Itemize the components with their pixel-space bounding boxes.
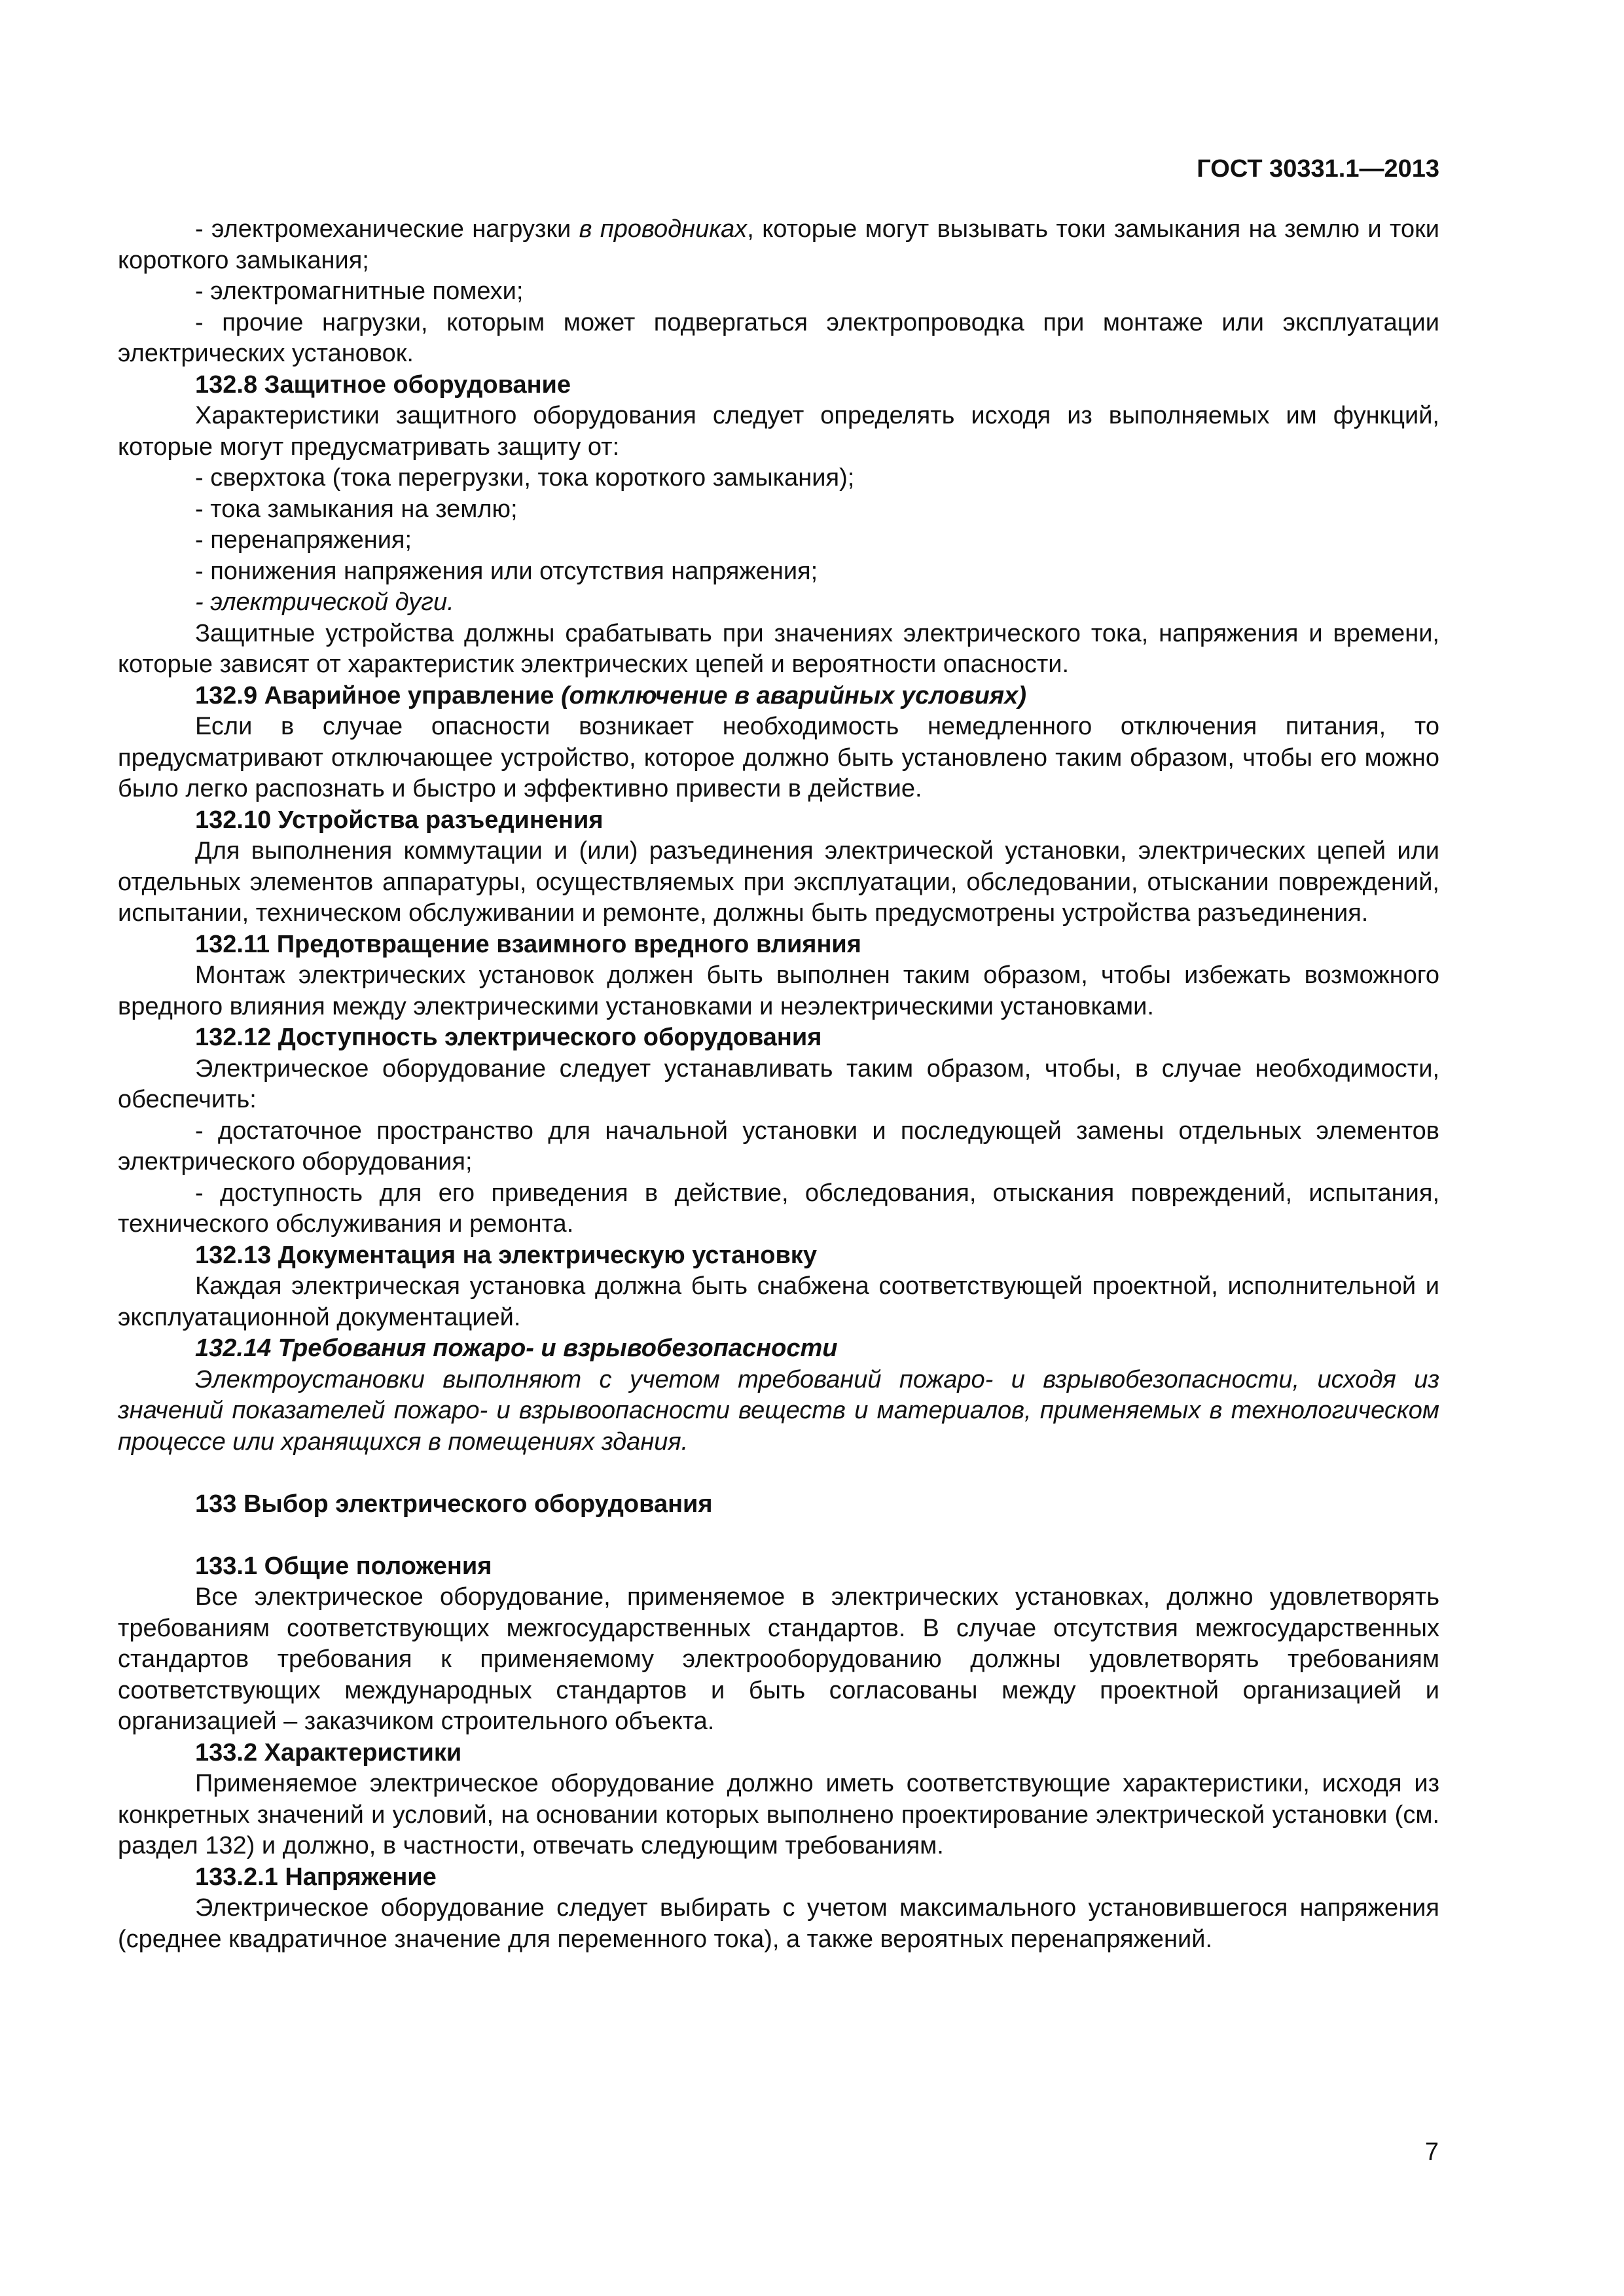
paragraph-132-8-end: Защитные устройства должны срабатывать при значениях электрического тока, напряжения и времени, которые зависят от характеристик электрических цепей и вероятности опасности. [118,619,1439,678]
section-heading-132-8: 132.8 Защитное оборудование [195,370,571,399]
paragraph-132-11: Монтаж электрических установок должен быть выполнен таким образом, чтобы избежать возможного вредного влияния между электрическими установками и неэлектрическими установками. [118,961,1439,1020]
section-heading-132-9: 132.9 Аварийное управление (отключение в аварийных условиях) [195,681,1026,709]
paragraph-132-9: Если в случае опасности возникает необходимость немедленного отключения питания, то предусматривают отключающее устройство, которое должно быть установлено таким образом, чтобы его можно было легко распознать и быстро и эффективно привести в действие. [118,713,1439,802]
spacer [118,1458,1439,1489]
document-body [118,214,1439,1955]
paragraph-electromagnetic-interference: - электромагнитные помехи; [195,278,524,305]
section-heading-133-1: 133.1 Общие положения [195,1552,492,1580]
list-item-electric-arc: - электрической дуги. [195,588,454,616]
section-heading-132-12: 132.12 Доступность электрического оборудования [195,1024,822,1051]
list-item-overvoltage: - перенапряжения; [195,526,412,554]
section-heading-133-2: 133.2 Характеристики [195,1738,462,1767]
section-heading-132-11: 132.11 Предотвращение взаимного вредного влияния [195,930,861,958]
paragraph-132-8-intro: Характеристики защитного оборудования следует определять исходя из выполняемых им функций, которые могут предусматривать защиту от: [118,402,1439,461]
list-item-overcurrent: - сверхтока (тока перегрузки, тока короткого замыкания); [195,464,855,492]
list-item-space: - достаточное пространство для начальной установки и последующей замены отдельных элементов электрического оборудования; [118,1117,1439,1175]
section-heading-133: 133 Выбор электрического оборудования [195,1490,713,1518]
section-heading-133-2-1: 133.2.1 Напряжение [195,1863,437,1891]
page-number: 7 [1424,2138,1439,2166]
paragraph-electromechanical-loads: - электромеханические нагрузки в проводниках, которые могут вызывать токи замыкания на землю и токи короткого замыкания; [118,215,1439,274]
paragraph-other-loads: - прочие нагрузки, которым может подвергаться электропроводка при монтаже или эксплуатации электрических установок. [118,308,1439,367]
paragraph-132-13: Каждая электрическая установка должна быть снабжена соответствующей проектной, исполнительной и эксплуатационной документацией. [118,1272,1439,1331]
paragraph-132-10: Для выполнения коммутации и (или) разъединения электрической установки, электрических цепей или отдельных элементов аппаратуры, осуществляемых при эксплуатации, обследовании, отыскании повреждений, испытании, техническом обслуживании и ремонте, должны быть предусмотрены устройства разъединения. [118,837,1439,927]
list-item-earth-fault: - тока замыкания на землю; [195,495,518,523]
section-heading-132-14: 132.14 Требования пожаро- и взрывобезопасности [195,1335,838,1362]
section-heading-132-13: 132.13 Документация на электрическую установку [195,1241,817,1269]
paragraph-132-14: Электроустановки выполняют с учетом требований пожаро- и взрывобезопасности, исходя из значений показателей пожаро- и взрывоопасности веществ и материалов, применяемых в технологическом процессе или хранящихся в помещениях здания. [118,1365,1439,1456]
standard-code-header: ГОСТ 30331.1—2013 [1197,155,1439,183]
paragraph-132-12-intro: Электрическое оборудование следует устанавливать таким образом, чтобы, в случае необходимости, обеспечить: [118,1054,1439,1113]
paragraph-133-2: Применяемое электрическое оборудование должно иметь соответствующие характеристики, исходя из конкретных значений и условий, на основании которых выполнено проектирование электрической установки (см. раздел 132) и должно, в частности, отвечать следующим требованиям. [118,1770,1439,1859]
paragraph-133-1: Все электрическое оборудование, применяемое в электрических установках, должно удовлетворять требованиям соответствующих межгосударственных стандартов. В случае отсутствия межгосударственных стандартов требования к применяемому электрооборудованию должны удовлетворять требованиям соответствующих международных стандартов и быть согласованы между проектной организацией и организацией – заказчиком строительного объекта. [118,1583,1439,1735]
spacer [118,1520,1439,1551]
paragraph-133-2-1: Электрическое оборудование следует выбирать с учетом максимального установившегося напряжения (среднее квадратичное значение для переменного тока), а также вероятных перенапряжений. [118,1894,1439,1953]
list-item-accessibility: - доступность для его приведения в действие, обследования, отыскания повреждений, испытания, технического обслуживания и ремонта. [118,1179,1439,1238]
section-heading-132-10: 132.10 Устройства разъединения [195,806,604,834]
list-item-undervoltage: - понижения напряжения или отсутствия напряжения; [195,557,818,585]
